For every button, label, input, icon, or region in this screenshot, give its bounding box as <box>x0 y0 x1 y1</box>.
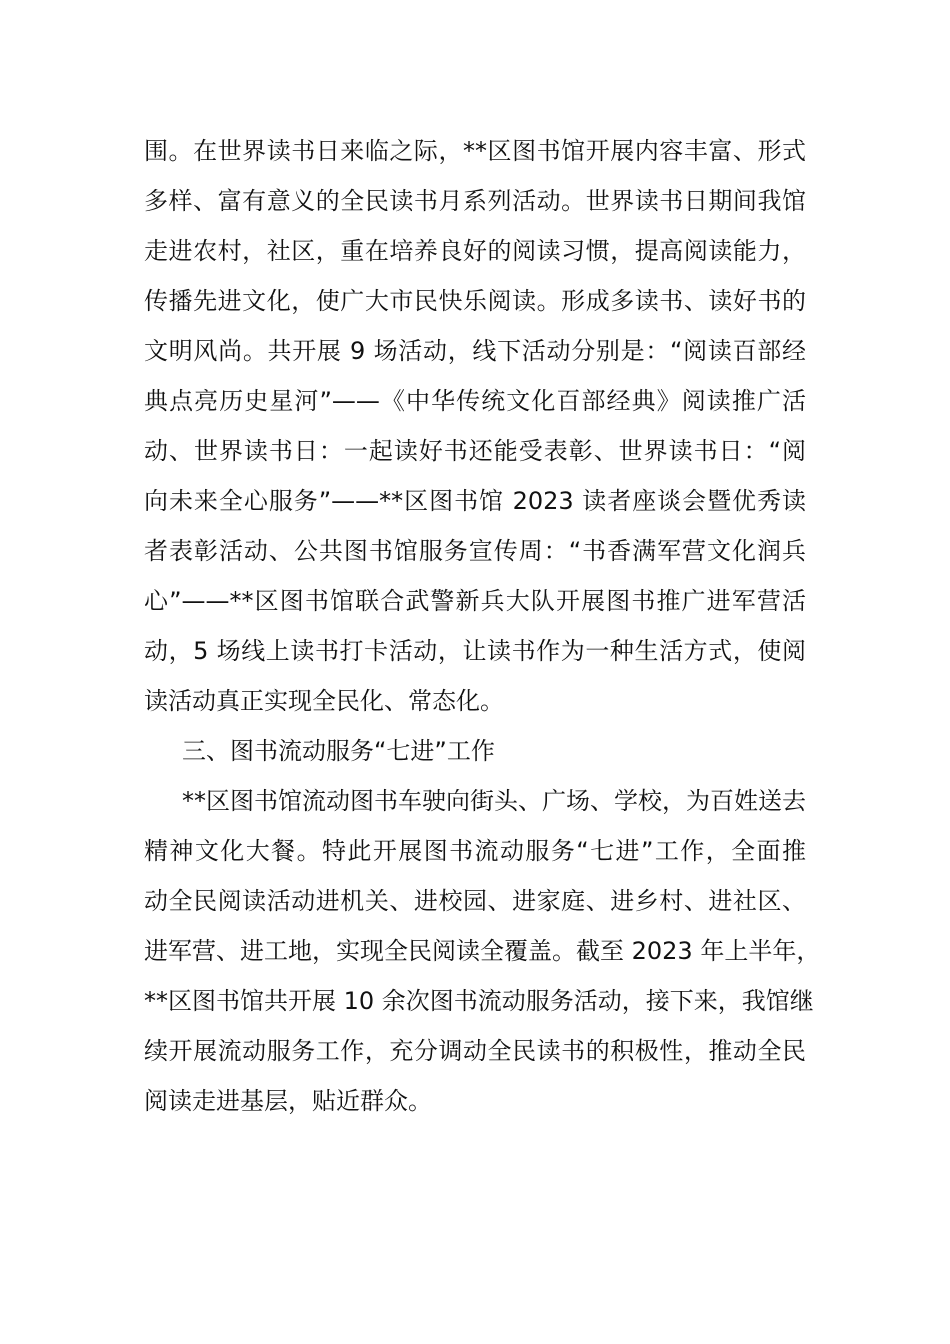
text-line: 阅读走进基层，贴近群众。 <box>144 1087 432 1115</box>
text-line: 动、世界读书日：一起读好书还能受表彰、世界读书日：“阅 <box>144 437 806 465</box>
text-line: 向未来全心服务”——**区图书馆 2023 读者座谈会暨优秀读 <box>144 487 806 515</box>
heading-text: 三、图书流动服务“七进”工作 <box>182 737 495 765</box>
text-line: 典点亮历史星河”——《中华传统文化百部经典》阅读推广活 <box>144 387 806 415</box>
text-line: 续开展流动服务工作，充分调动全民读书的积极性，推动全民 <box>144 1037 806 1065</box>
text-line: 读活动真正实现全民化、常态化。 <box>144 687 504 715</box>
text-line: 心”——**区图书馆联合武警新兵大队开展图书推广进军营活 <box>144 587 806 615</box>
text-line: 围。在世界读书日来临之际，**区图书馆开展内容丰富、形式 <box>144 137 806 165</box>
text-line: **区图书馆流动图书车驶向街头、广场、学校，为百姓送去 <box>182 787 806 815</box>
text-line: 精神文化大餐。特此开展图书流动服务“七进”工作，全面推 <box>144 837 806 865</box>
paragraph-activities <box>144 126 806 726</box>
text-line: 多样、富有意义的全民读书月系列活动。世界读书日期间我馆 <box>144 187 806 215</box>
section-heading <box>144 726 806 776</box>
text-line: 传播先进文化，使广大市民快乐阅读。形成多读书、读好书的 <box>144 287 806 315</box>
text-line: **区图书馆共开展 10 余次图书流动服务活动，接下来，我馆继 <box>144 987 814 1015</box>
text-line: 动全民阅读活动进机关、进校园、进家庭、进乡村、进社区、 <box>144 887 806 915</box>
text-line: 走进农村，社区，重在培养良好的阅读习惯，提高阅读能力， <box>144 237 806 265</box>
document-body <box>144 126 821 1126</box>
paragraph-mobile-service <box>144 776 821 1126</box>
text-line: 进军营、进工地，实现全民阅读全覆盖。截至 2023 年上半年， <box>144 937 821 965</box>
text-line: 文明风尚。共开展 9 场活动，线下活动分别是：“阅读百部经 <box>144 337 806 365</box>
text-line: 者表彰活动、公共图书馆服务宣传周：“书香满军营文化润兵 <box>144 537 806 565</box>
text-line: 动，5 场线上读书打卡活动，让读书作为一种生活方式，使阅 <box>144 637 806 665</box>
